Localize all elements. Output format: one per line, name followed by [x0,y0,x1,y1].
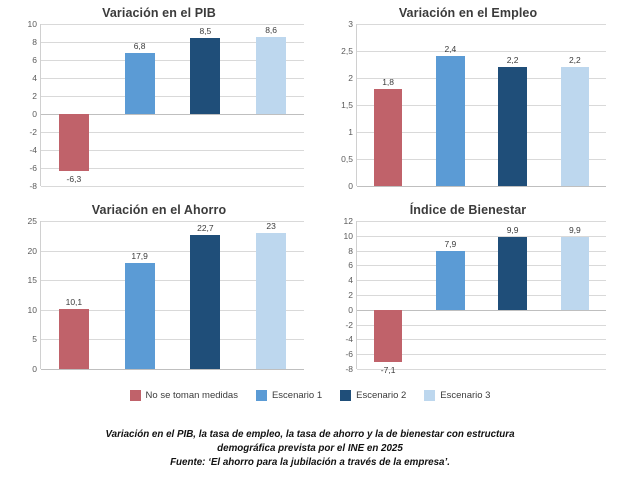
y-axis-tick: -4 [29,145,37,155]
y-axis-tick: 20 [27,245,37,256]
y-axis-tick: 8 [32,37,37,47]
bar [498,55,527,186]
bar [59,114,89,184]
y-axis-tick: -4 [345,334,353,345]
chart-pib-plot [14,19,304,191]
y-axis-tick: 2 [348,73,353,83]
y-axis-tick: 0 [32,109,37,119]
y-axis-tick: 2 [348,290,353,300]
y-axis-tick: -8 [345,364,353,374]
bar-value-label: 22,7 [197,222,214,233]
caption-source: Fuente: ‘El ahorro para la jubilación a través de la empresa’. [170,457,450,469]
bar [190,25,220,115]
bar [436,239,465,309]
bar [374,310,403,376]
y-axis-tick: 4 [32,73,37,83]
y-axis-tick: 1 [348,127,353,137]
chart-empleo [330,6,606,196]
bar [436,44,465,186]
chart-ahorro [14,203,304,378]
y-axis-tick: 8 [348,245,353,256]
bar-value-label: 2,2 [506,55,519,66]
bar-group [357,221,606,376]
bar-value-label: 1,8 [382,76,395,87]
y-axis-tick: 2,5 [341,46,353,56]
zero-line [41,369,304,370]
y-axis-tick: 0,5 [341,154,353,164]
y-axis-tick: -2 [345,319,353,330]
y-axis-tick: 10 [27,304,37,315]
bar [498,224,527,310]
chart-bienestar-title: Índice de Bienestar [409,203,527,217]
legend-label: No se toman medidas [145,390,238,401]
bar-value-label: 8,6 [265,24,278,35]
caption-line-2: demográfica prevista por el INE en 2025 [217,443,403,455]
figure-caption [0,428,620,471]
y-axis-tick: 4 [348,275,353,286]
y-axis-tick: 25 [27,216,37,226]
legend-item[interactable] [424,390,490,401]
bar-value-label: 17,9 [131,251,148,262]
y-axis-tick: -8 [29,181,37,191]
y-axis-labels [330,19,356,191]
bar-value-label: 6,8 [133,40,146,51]
y-axis-tick: 0 [32,364,37,374]
legend-swatch [130,390,141,401]
y-axis-tick: 10 [27,19,37,29]
y-axis-labels [14,216,40,374]
bar-value-label: -6,3 [66,173,82,184]
chart-pib-title: Variación en el PIB [102,6,216,20]
chart-legend [0,390,620,401]
gridline [41,186,304,187]
y-axis-tick: 15 [27,275,37,286]
y-axis-tick: 1,5 [341,100,353,110]
plot-area [40,24,304,186]
y-axis-tick: 12 [343,216,353,226]
bar [59,297,89,369]
caption-line-1: Variación en el PIB, la tasa de empleo, la tasa de ahorro y la de bienestar con estructura [105,429,515,440]
bar-value-label: -7,1 [380,365,396,376]
bar-group [41,24,304,186]
y-axis-tick: -6 [29,163,37,173]
legend-item[interactable] [256,390,322,401]
y-axis-tick: 0 [348,304,353,315]
legend-label: Escenario 2 [356,390,407,401]
chart-bienestar-plot [330,216,606,376]
chart-ahorro-plot [14,216,304,374]
bar [561,224,590,310]
legend-swatch [424,390,435,401]
chart-bienestar [330,203,606,378]
bar [561,55,590,186]
y-axis-labels [330,216,356,374]
bar-value-label: 23 [266,220,276,231]
y-axis-labels [14,19,40,191]
bar-value-label: 9,9 [568,224,581,235]
bar-value-label: 2,4 [444,44,457,55]
bar-group [41,221,304,369]
bar [256,220,286,369]
legend-label: Escenario 3 [440,390,491,401]
bar-group [357,24,606,186]
y-axis-tick: 6 [348,260,353,271]
y-axis-tick: 0 [348,181,353,191]
zero-line [357,186,606,187]
y-axis-tick: 2 [32,91,37,101]
chart-pib [14,6,304,196]
legend-item[interactable] [130,390,238,401]
plot-area [40,221,304,369]
y-axis-tick: -2 [29,127,37,137]
legend-swatch [256,390,267,401]
bar [190,222,220,369]
bar [125,40,155,114]
plot-area [356,24,606,186]
bar-value-label: 7,9 [444,239,457,250]
bar [125,251,155,369]
bar-value-label: 2,2 [568,55,581,66]
bar-value-label: 8,5 [199,25,212,36]
legend-label: Escenario 1 [271,390,323,401]
y-axis-tick: 10 [343,230,353,241]
plot-area [356,221,606,376]
bar-value-label: 9,9 [506,224,519,235]
y-axis-tick: 5 [32,334,37,345]
legend-swatch [340,390,351,401]
bar [374,76,403,186]
bar [256,24,286,114]
y-axis-tick: -6 [345,349,353,360]
legend-item[interactable] [340,390,406,401]
chart-ahorro-title: Variación en el Ahorro [91,203,227,217]
y-axis-tick: 3 [348,19,353,29]
chart-empleo-plot [330,19,606,191]
y-axis-tick: 6 [32,55,37,65]
bar-value-label: 10,1 [65,297,83,308]
chart-empleo-title: Variación en el Empleo [398,6,538,20]
